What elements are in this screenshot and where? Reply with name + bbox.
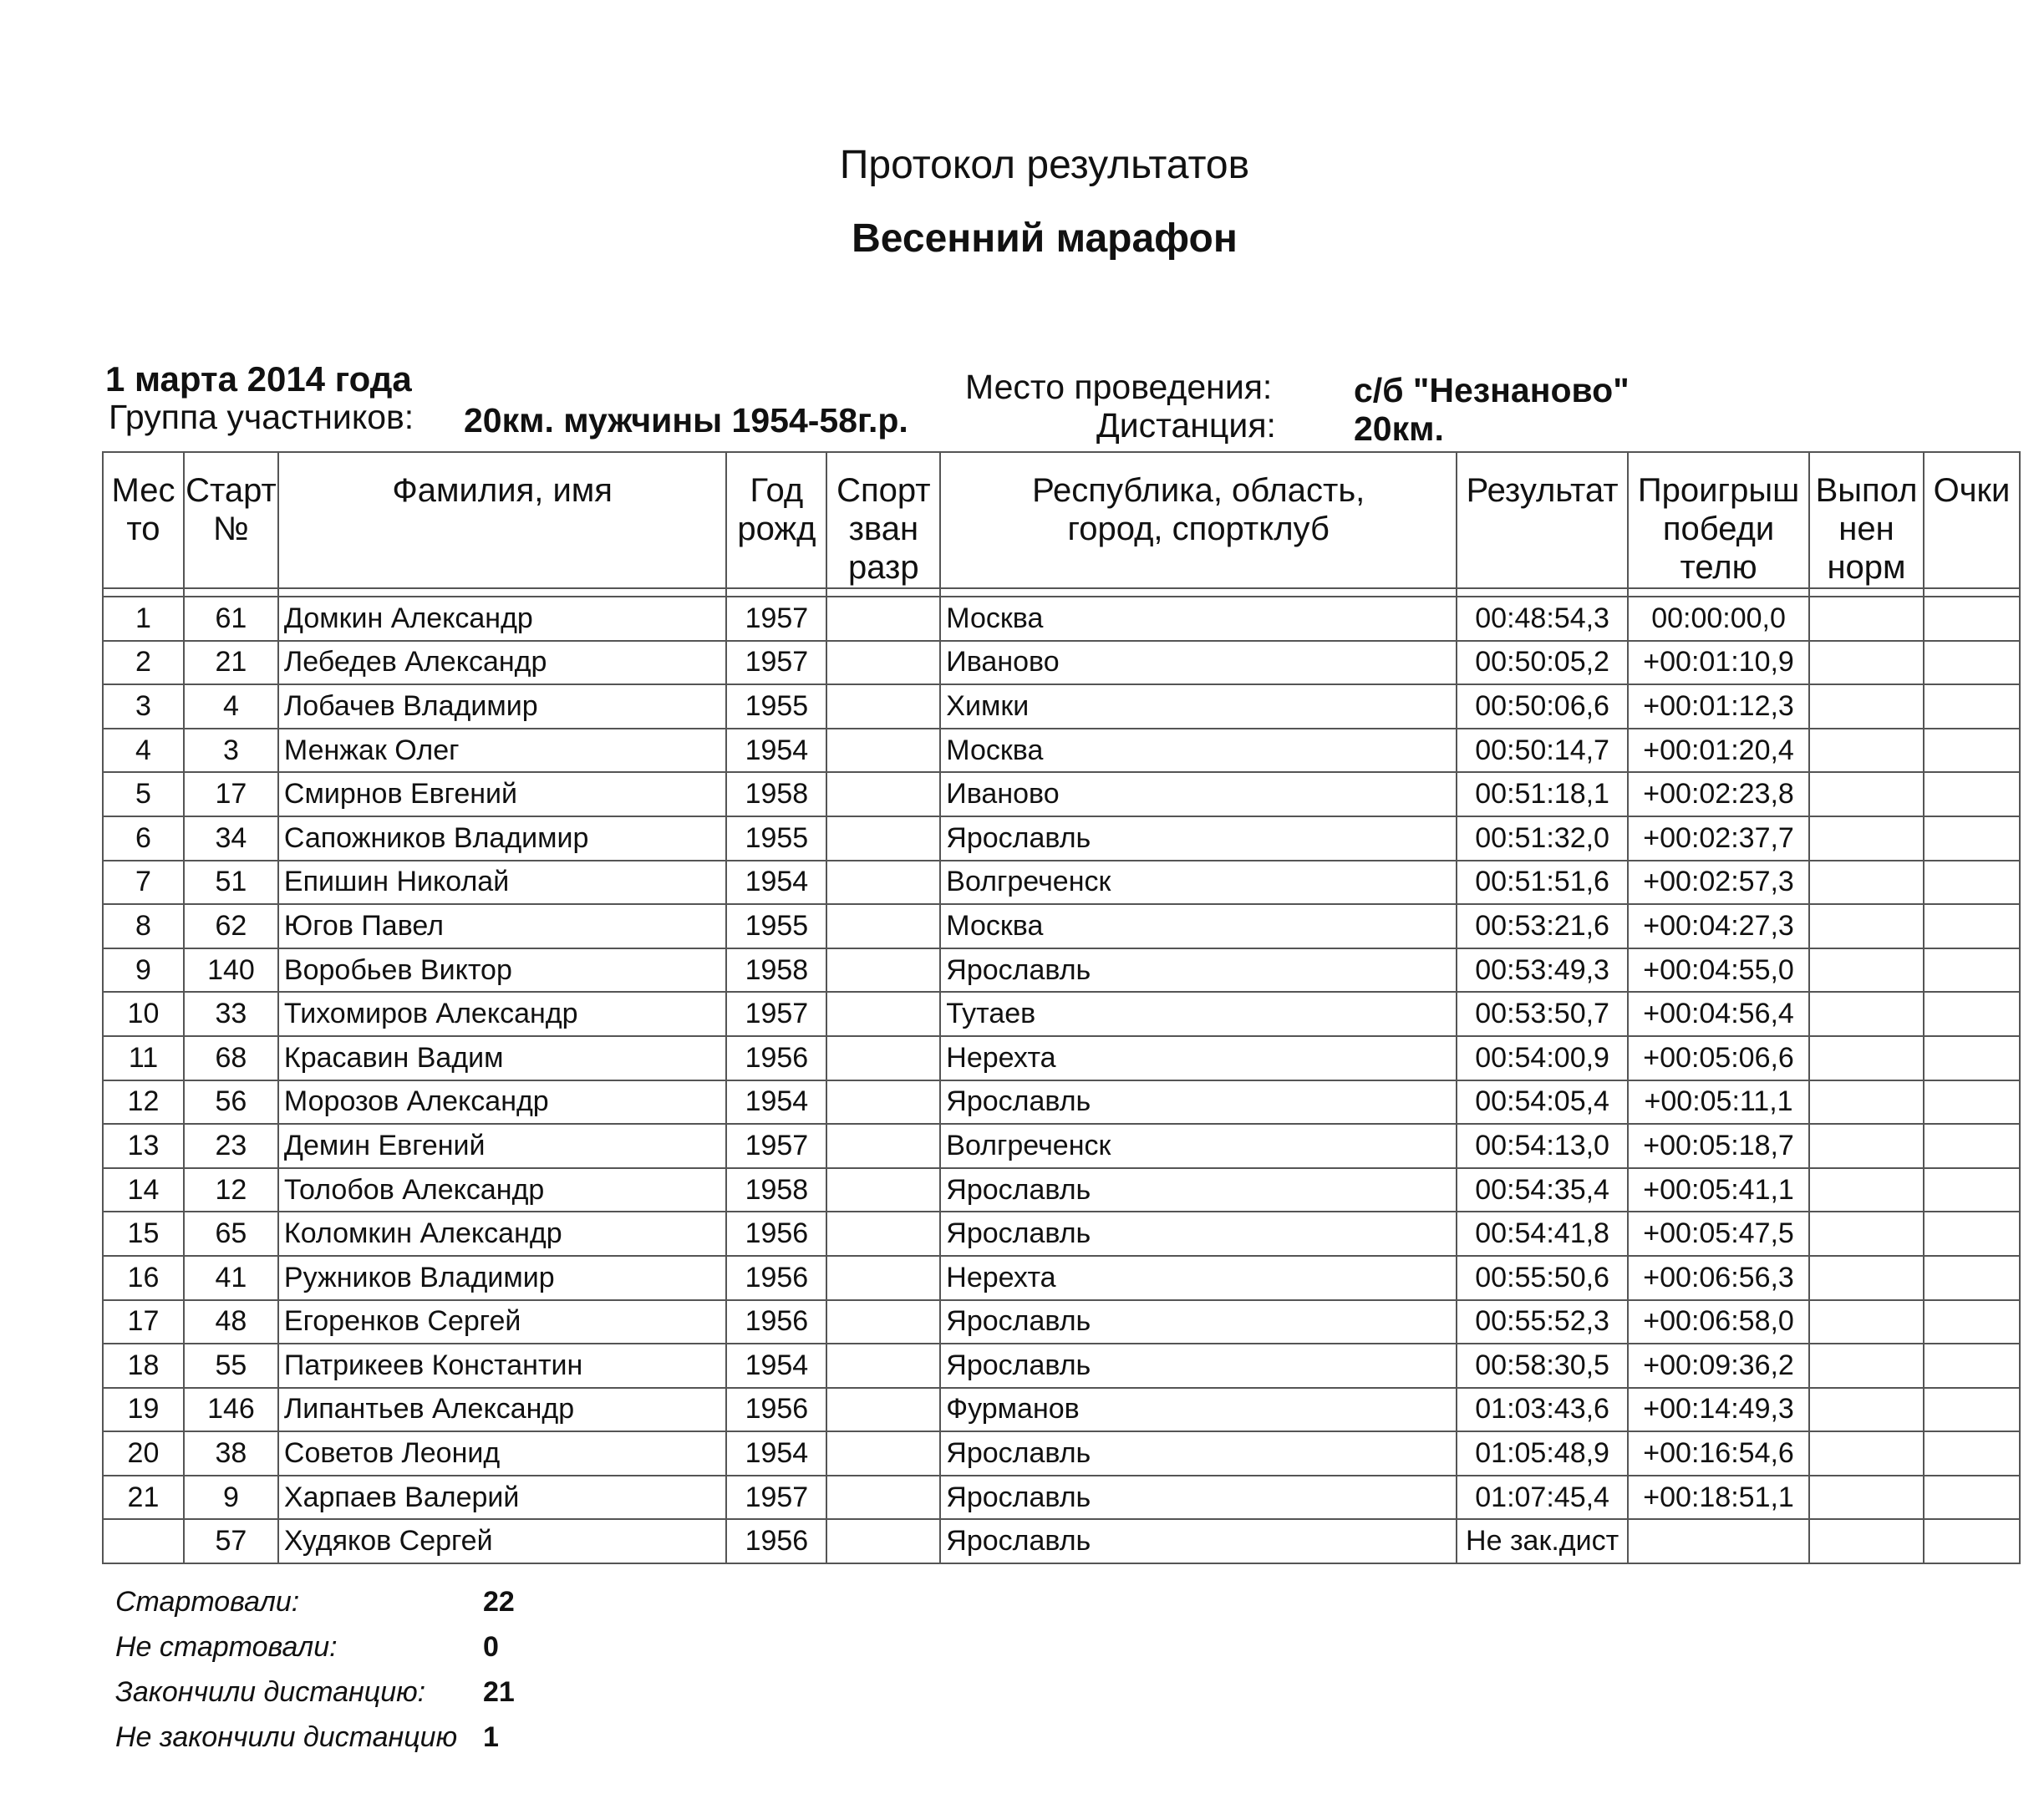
cell-birth-year: 1956 [726, 1036, 826, 1080]
cell-region: Ярославль [940, 1080, 1457, 1125]
cell-birth-year: 1957 [726, 641, 826, 685]
cell-result: 00:51:18,1 [1457, 772, 1628, 816]
cell-region: Москва [940, 597, 1457, 641]
col-header-norm-label: Выпол нен норм [1815, 472, 1918, 586]
header-spacer-row [103, 588, 2020, 597]
event-name: Весенний марафон [852, 216, 1238, 261]
cell-gap: +00:16:54,6 [1628, 1431, 1809, 1476]
cell-sport-rank [826, 1344, 940, 1388]
cell-sport-rank [826, 1519, 940, 1563]
cell-sport-rank [826, 1080, 940, 1125]
cell-norm [1809, 1300, 1924, 1344]
cell-result: 00:53:49,3 [1457, 948, 1628, 993]
cell-place: 10 [103, 992, 184, 1036]
cell-start-no: 61 [184, 597, 278, 641]
cell-region: Иваново [940, 641, 1457, 685]
event-date: 1 марта 2014 года [105, 359, 412, 399]
cell-result: 00:55:50,6 [1457, 1256, 1628, 1300]
cell-start-no: 17 [184, 772, 278, 816]
cell-name: Смирнов Евгений [278, 772, 727, 816]
col-header-points-label: Очки [1933, 472, 2011, 509]
summary-not-finished-value: 1 [483, 1720, 499, 1753]
cell-gap: +00:02:37,7 [1628, 816, 1809, 861]
col-header-sport-rank [826, 452, 940, 588]
cell-name: Воробьев Виктор [278, 948, 727, 993]
cell-birth-year: 1954 [726, 729, 826, 773]
cell-result: 00:50:14,7 [1457, 729, 1628, 773]
summary-started [115, 1579, 515, 1624]
cell-birth-year: 1954 [726, 1344, 826, 1388]
cell-norm [1809, 1431, 1924, 1476]
cell-norm [1809, 1519, 1924, 1563]
cell-norm [1809, 1212, 1924, 1256]
cell-place: 3 [103, 684, 184, 729]
cell-start-no: 3 [184, 729, 278, 773]
cell-place: 9 [103, 948, 184, 993]
cell-gap: +00:05:18,7 [1628, 1124, 1809, 1168]
table-row [103, 729, 2020, 773]
col-header-place [103, 452, 184, 588]
distance-label: Дистанция: [1096, 406, 1276, 445]
table-row [103, 597, 2020, 641]
cell-place: 20 [103, 1431, 184, 1476]
summary-not-started-label: Не стартовали: [115, 1630, 338, 1663]
cell-points [1924, 948, 2020, 993]
cell-start-no: 12 [184, 1168, 278, 1212]
cell-birth-year: 1954 [726, 861, 826, 905]
cell-place: 7 [103, 861, 184, 905]
cell-place [103, 1519, 184, 1563]
cell-place: 6 [103, 816, 184, 861]
cell-norm [1809, 1080, 1924, 1125]
table-row [103, 1300, 2020, 1344]
cell-birth-year: 1956 [726, 1388, 826, 1432]
cell-points [1924, 1344, 2020, 1388]
table-row [103, 1256, 2020, 1300]
cell-norm [1809, 641, 1924, 685]
cell-sport-rank [826, 1431, 940, 1476]
results-table [102, 451, 2021, 1564]
cell-region: Волгреченск [940, 1124, 1457, 1168]
cell-name: Лебедев Александр [278, 641, 727, 685]
cell-name: Егоренков Сергей [278, 1300, 727, 1344]
cell-gap: +00:06:56,3 [1628, 1256, 1809, 1300]
cell-region: Ярославль [940, 948, 1457, 993]
cell-start-no: 38 [184, 1431, 278, 1476]
cell-sport-rank [826, 1212, 940, 1256]
cell-norm [1809, 1476, 1924, 1520]
cell-norm [1809, 1124, 1924, 1168]
cell-start-no: 41 [184, 1256, 278, 1300]
cell-birth-year: 1957 [726, 597, 826, 641]
cell-region: Химки [940, 684, 1457, 729]
protocol-title: Протокол результатов [839, 143, 1250, 187]
table-row [103, 684, 2020, 729]
cell-points [1924, 1388, 2020, 1432]
col-header-norm [1809, 452, 1924, 588]
cell-norm [1809, 992, 1924, 1036]
cell-norm [1809, 948, 1924, 993]
col-header-name [278, 452, 727, 588]
cell-region: Ярославль [940, 1431, 1457, 1476]
cell-points [1924, 772, 2020, 816]
cell-sport-rank [826, 772, 940, 816]
cell-name: Домкин Александр [278, 597, 727, 641]
cell-birth-year: 1956 [726, 1212, 826, 1256]
table-row [103, 904, 2020, 948]
cell-gap: +00:04:56,4 [1628, 992, 1809, 1036]
col-header-birth-year-label: Год рожд [737, 472, 816, 547]
cell-region: Ярославль [940, 1519, 1457, 1563]
cell-norm [1809, 684, 1924, 729]
cell-gap: +00:01:20,4 [1628, 729, 1809, 773]
col-header-result-label: Результат [1466, 472, 1619, 509]
table-row [103, 1476, 2020, 1520]
cell-sport-rank [826, 1168, 940, 1212]
cell-result: 00:53:21,6 [1457, 904, 1628, 948]
cell-start-no: 146 [184, 1388, 278, 1432]
cell-place: 13 [103, 1124, 184, 1168]
cell-start-no: 9 [184, 1476, 278, 1520]
cell-sport-rank [826, 992, 940, 1036]
cell-region: Ярославль [940, 1344, 1457, 1388]
table-row [103, 1212, 2020, 1256]
cell-birth-year: 1954 [726, 1431, 826, 1476]
cell-norm [1809, 1388, 1924, 1432]
cell-norm [1809, 597, 1924, 641]
cell-place: 8 [103, 904, 184, 948]
cell-result: 00:54:05,4 [1457, 1080, 1628, 1125]
cell-result: 01:03:43,6 [1457, 1388, 1628, 1432]
group-label: Группа участников: [109, 398, 414, 436]
cell-region: Иваново [940, 772, 1457, 816]
cell-birth-year: 1957 [726, 1124, 826, 1168]
cell-norm [1809, 1168, 1924, 1212]
cell-points [1924, 729, 2020, 773]
cell-region: Нерехта [940, 1256, 1457, 1300]
cell-sport-rank [826, 684, 940, 729]
cell-start-no: 48 [184, 1300, 278, 1344]
cell-birth-year: 1958 [726, 948, 826, 993]
cell-gap: +00:09:36,2 [1628, 1344, 1809, 1388]
summary [115, 1579, 515, 1760]
cell-points [1924, 1168, 2020, 1212]
summary-not-finished [115, 1715, 515, 1760]
results-body [103, 597, 2020, 1563]
cell-points [1924, 1519, 2020, 1563]
cell-region: Волгреченск [940, 861, 1457, 905]
cell-result: 01:05:48,9 [1457, 1431, 1628, 1476]
cell-gap [1628, 1519, 1809, 1563]
cell-name: Сапожников Владимир [278, 816, 727, 861]
cell-birth-year: 1956 [726, 1256, 826, 1300]
cell-gap: +00:05:47,5 [1628, 1212, 1809, 1256]
cell-name: Харпаев Валерий [278, 1476, 727, 1520]
col-header-sport-rank-label: Спорт зван разр [836, 472, 931, 586]
cell-start-no: 68 [184, 1036, 278, 1080]
cell-norm [1809, 861, 1924, 905]
summary-finished-label: Закончили дистанцию: [115, 1675, 426, 1708]
cell-gap: +00:04:27,3 [1628, 904, 1809, 948]
cell-sport-rank [826, 904, 940, 948]
cell-start-no: 56 [184, 1080, 278, 1125]
cell-name: Епишин Николай [278, 861, 727, 905]
col-header-gap [1628, 452, 1809, 588]
table-row [103, 992, 2020, 1036]
cell-gap: +00:05:41,1 [1628, 1168, 1809, 1212]
cell-name: Красавин Вадим [278, 1036, 727, 1080]
cell-region: Ярославль [940, 1212, 1457, 1256]
table-row [103, 1388, 2020, 1432]
cell-region: Ярославль [940, 1476, 1457, 1520]
cell-norm [1809, 1256, 1924, 1300]
cell-result: Не зак.дист [1457, 1519, 1628, 1563]
cell-gap: +00:01:10,9 [1628, 641, 1809, 685]
cell-points [1924, 684, 2020, 729]
cell-name: Советов Леонид [278, 1431, 727, 1476]
cell-result: 00:51:51,6 [1457, 861, 1628, 905]
cell-name: Худяков Сергей [278, 1519, 727, 1563]
cell-place: 1 [103, 597, 184, 641]
table-row [103, 1168, 2020, 1212]
cell-start-no: 34 [184, 816, 278, 861]
cell-birth-year: 1955 [726, 904, 826, 948]
cell-points [1924, 992, 2020, 1036]
cell-name: Демин Евгений [278, 1124, 727, 1168]
cell-result: 00:51:32,0 [1457, 816, 1628, 861]
cell-name: Липантьев Александр [278, 1388, 727, 1432]
cell-start-no: 55 [184, 1344, 278, 1388]
cell-start-no: 62 [184, 904, 278, 948]
table-row [103, 1344, 2020, 1388]
table-row [103, 1080, 2020, 1125]
cell-name: Лобачев Владимир [278, 684, 727, 729]
col-header-place-label: Мес то [111, 472, 175, 547]
cell-norm [1809, 1036, 1924, 1080]
cell-result: 00:50:06,6 [1457, 684, 1628, 729]
cell-start-no: 33 [184, 992, 278, 1036]
cell-norm [1809, 816, 1924, 861]
summary-finished-value: 21 [483, 1675, 515, 1708]
col-header-points [1924, 452, 2020, 588]
table-row [103, 948, 2020, 993]
cell-result: 00:58:30,5 [1457, 1344, 1628, 1388]
cell-gap: +00:18:51,1 [1628, 1476, 1809, 1520]
table-row [103, 772, 2020, 816]
cell-start-no: 21 [184, 641, 278, 685]
cell-sport-rank [826, 1476, 940, 1520]
cell-gap: +00:02:23,8 [1628, 772, 1809, 816]
cell-points [1924, 1080, 2020, 1125]
col-header-region [940, 452, 1457, 588]
summary-not-started-value: 0 [483, 1630, 499, 1663]
cell-sport-rank [826, 816, 940, 861]
summary-finished [115, 1669, 515, 1715]
cell-gap: +00:01:12,3 [1628, 684, 1809, 729]
cell-result: 00:50:05,2 [1457, 641, 1628, 685]
cell-place: 17 [103, 1300, 184, 1344]
cell-gap: +00:05:06,6 [1628, 1036, 1809, 1080]
cell-points [1924, 641, 2020, 685]
cell-sport-rank [826, 597, 940, 641]
cell-gap: +00:04:55,0 [1628, 948, 1809, 993]
cell-norm [1809, 772, 1924, 816]
cell-region: Фурманов [940, 1388, 1457, 1432]
cell-sport-rank [826, 948, 940, 993]
cell-result: 00:48:54,3 [1457, 597, 1628, 641]
cell-place: 14 [103, 1168, 184, 1212]
summary-not-finished-label: Не закончили дистанцию [115, 1720, 458, 1753]
cell-sport-rank [826, 861, 940, 905]
cell-name: Толобов Александр [278, 1168, 727, 1212]
cell-points [1924, 1256, 2020, 1300]
table-row [103, 816, 2020, 861]
cell-start-no: 140 [184, 948, 278, 993]
distance-value: 20км. [1354, 409, 1444, 448]
cell-start-no: 51 [184, 861, 278, 905]
cell-points [1924, 1036, 2020, 1080]
col-header-start-no-label: Старт № [186, 472, 277, 547]
cell-place: 15 [103, 1212, 184, 1256]
cell-sport-rank [826, 1256, 940, 1300]
cell-sport-rank [826, 641, 940, 685]
cell-region: Москва [940, 904, 1457, 948]
cell-name: Патрикеев Константин [278, 1344, 727, 1388]
cell-place: 4 [103, 729, 184, 773]
cell-points [1924, 1476, 2020, 1520]
cell-place: 11 [103, 1036, 184, 1080]
venue-value: с/б "Незнаново" [1354, 371, 1630, 409]
venue-label: Место проведения: [965, 368, 1273, 406]
cell-start-no: 23 [184, 1124, 278, 1168]
cell-region: Москва [940, 729, 1457, 773]
cell-region: Ярославль [940, 1168, 1457, 1212]
cell-norm [1809, 904, 1924, 948]
cell-start-no: 57 [184, 1519, 278, 1563]
cell-name: Менжак Олег [278, 729, 727, 773]
cell-place: 18 [103, 1344, 184, 1388]
col-header-birth-year [726, 452, 826, 588]
cell-result: 00:54:41,8 [1457, 1212, 1628, 1256]
table-row [103, 1519, 2020, 1563]
cell-region: Тутаев [940, 992, 1457, 1036]
cell-birth-year: 1958 [726, 1168, 826, 1212]
cell-points [1924, 1431, 2020, 1476]
cell-gap: +00:05:11,1 [1628, 1080, 1809, 1125]
table-header-row [103, 452, 2020, 588]
cell-name: Югов Павел [278, 904, 727, 948]
cell-name: Коломкин Александр [278, 1212, 727, 1256]
cell-birth-year: 1955 [726, 684, 826, 729]
table-row [103, 1124, 2020, 1168]
group-value: 20км. мужчины 1954-58г.р. [464, 401, 908, 440]
cell-result: 00:54:35,4 [1457, 1168, 1628, 1212]
cell-place: 16 [103, 1256, 184, 1300]
cell-place: 19 [103, 1388, 184, 1432]
cell-name: Морозов Александр [278, 1080, 727, 1125]
col-header-gap-label: Проигрыш победи телю [1637, 472, 1800, 586]
cell-place: 5 [103, 772, 184, 816]
summary-started-value: 22 [483, 1585, 515, 1618]
col-header-start-no [184, 452, 278, 588]
cell-birth-year: 1957 [726, 992, 826, 1036]
cell-place: 2 [103, 641, 184, 685]
cell-birth-year: 1955 [726, 816, 826, 861]
cell-result: 00:54:00,9 [1457, 1036, 1628, 1080]
cell-birth-year: 1957 [726, 1476, 826, 1520]
col-header-region-label: Республика, область, город, спортклуб [1032, 472, 1365, 547]
cell-sport-rank [826, 1300, 940, 1344]
col-header-name-label: Фамилия, имя [392, 472, 613, 509]
cell-sport-rank [826, 1388, 940, 1432]
table-row [103, 641, 2020, 685]
cell-sport-rank [826, 1124, 940, 1168]
cell-norm [1809, 1344, 1924, 1388]
cell-points [1924, 1124, 2020, 1168]
cell-place: 21 [103, 1476, 184, 1520]
table-row [103, 861, 2020, 905]
cell-sport-rank [826, 729, 940, 773]
cell-region: Ярославль [940, 816, 1457, 861]
summary-not-started [115, 1624, 515, 1669]
cell-points [1924, 816, 2020, 861]
cell-result: 00:55:52,3 [1457, 1300, 1628, 1344]
cell-norm [1809, 729, 1924, 773]
cell-result: 01:07:45,4 [1457, 1476, 1628, 1520]
table-row [103, 1036, 2020, 1080]
summary-started-label: Стартовали: [115, 1585, 300, 1618]
cell-birth-year: 1956 [726, 1300, 826, 1344]
cell-birth-year: 1956 [726, 1519, 826, 1563]
cell-name: Ружников Владимир [278, 1256, 727, 1300]
cell-name: Тихомиров Александр [278, 992, 727, 1036]
cell-place: 12 [103, 1080, 184, 1125]
col-header-result [1457, 452, 1628, 588]
cell-start-no: 4 [184, 684, 278, 729]
cell-start-no: 65 [184, 1212, 278, 1256]
cell-points [1924, 597, 2020, 641]
cell-gap: +00:14:49,3 [1628, 1388, 1809, 1432]
cell-points [1924, 1300, 2020, 1344]
cell-region: Нерехта [940, 1036, 1457, 1080]
cell-birth-year: 1958 [726, 772, 826, 816]
cell-gap: 00:00:00,0 [1628, 597, 1809, 641]
cell-points [1924, 861, 2020, 905]
cell-points [1924, 1212, 2020, 1256]
cell-gap: +00:06:58,0 [1628, 1300, 1809, 1344]
cell-birth-year: 1954 [726, 1080, 826, 1125]
table-row [103, 1431, 2020, 1476]
cell-region: Ярославль [940, 1300, 1457, 1344]
cell-result: 00:54:13,0 [1457, 1124, 1628, 1168]
cell-points [1924, 904, 2020, 948]
cell-result: 00:53:50,7 [1457, 992, 1628, 1036]
cell-sport-rank [826, 1036, 940, 1080]
cell-gap: +00:02:57,3 [1628, 861, 1809, 905]
